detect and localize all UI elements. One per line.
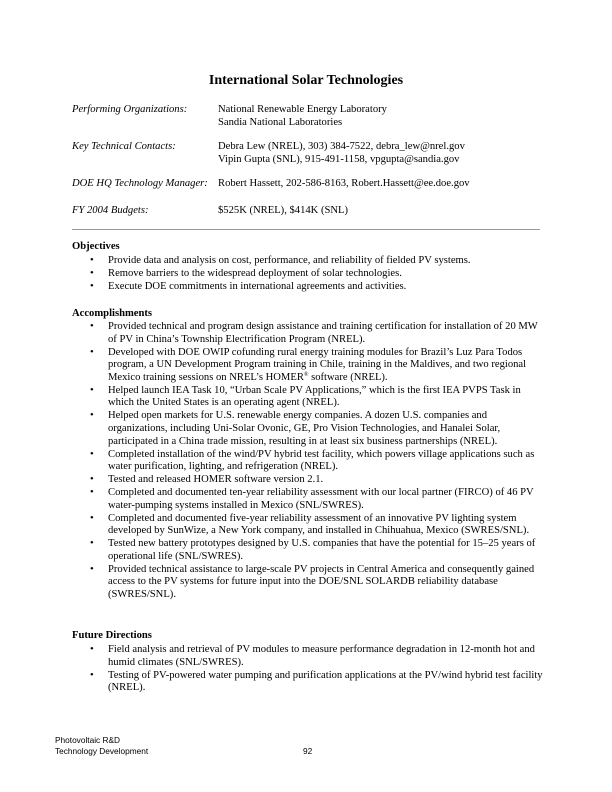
list-item [72, 487, 544, 512]
technology-manager: Robert Hassett, 202-586-8163, Robert.Hassett@ee.doe.gov [218, 178, 470, 189]
list-item-text: Completed and documented five-year reliability assessment of an innovative PV lighting system developed by SunWize, a New York company, and installed in Chihuahua, Mexico (SWRES/SNL). [108, 512, 530, 537]
bullet-icon: • [90, 448, 94, 460]
list-item-text: Remove barriers to the widespread deployment of solar technologies. [108, 267, 402, 279]
list-item [72, 255, 544, 268]
list-item [72, 410, 544, 448]
list-item [72, 513, 544, 538]
accomplishments-list [72, 321, 544, 602]
list-item-text: Provided technical and program design assistance and training certification for installation of 20 MW of PV in China’s Township Electrification Program (NREL). [108, 321, 538, 345]
list-item-text: Developed with DOE OWIP cofunding rural energy training modules for Brazil’s Luz Para Todos program, a UN Development Program training in Chile, training in the Maldives, and two regional Mexico training sessions on NREL’s HOMER [108, 346, 527, 383]
key-contacts-label: Key Technical Contacts: [72, 141, 176, 152]
list-item-text: Testing of PV-powered water pumping and purification applications at the PV/wind hybrid test facility (NREL). [108, 669, 543, 694]
bullet-icon: • [90, 321, 94, 332]
list-item [72, 449, 544, 474]
budgets: $525K (NREL), $414K (SNL) [218, 205, 349, 216]
bullet-icon: • [90, 346, 94, 358]
list-item-text: Provided technical assistance to large-scale PV projects in Central America and consequently gained access to the PV systems for future input into the DOE/SNL SOLARDB reliability database (SWRES/SNL). [108, 563, 535, 600]
bullet-icon: • [90, 644, 94, 655]
list-item-text: Helped launch IEA Task 10, “Urban Scale PV Applications,” which is the first IEA PVPS Task in which the United States is an operating agent (NREL). [108, 384, 521, 409]
bullet-icon: • [90, 410, 94, 422]
page-number: 92 [303, 746, 313, 756]
performing-organization: National Renewable Energy Laboratory [218, 104, 387, 115]
list-item-text-cont: software (NREL). [308, 371, 388, 383]
list-item [72, 281, 544, 294]
page-title: International Solar Technologies [208, 73, 404, 88]
bullet-icon: • [90, 267, 94, 279]
bullet-icon: • [90, 563, 94, 575]
list-item [72, 268, 544, 281]
list-item [72, 474, 544, 487]
registered-mark: ® [303, 371, 309, 378]
list-item-text: Provide data and analysis on cost, performance, and reliability of fielded PV systems. [108, 255, 471, 266]
contact: Vipin Gupta (SNL), 915-491-1158, vpgupta@sandia.gov [218, 153, 460, 165]
list-item-text: Completed installation of the wind/PV hybrid test facility, which powers village applications such as water purification, lighting, and refrigeration (NREL). [108, 448, 535, 473]
footer-section: Technology Development [55, 746, 149, 756]
list-item-text: Completed and documented ten-year reliability assessment with our local partner (FIRCO) of 46 PV water-pumping systems installed in Mexico (SNL/SWRES). [108, 487, 534, 511]
list-item [72, 347, 544, 385]
bullet-icon: • [90, 512, 94, 524]
future-directions-list [72, 644, 544, 695]
accomplishments-heading: Accomplishments [72, 308, 153, 319]
list-item [72, 385, 544, 410]
bullet-icon: • [90, 255, 94, 266]
bullet-icon: • [90, 669, 94, 681]
list-item [72, 321, 544, 346]
bullet-icon: • [90, 474, 94, 486]
bullet-icon: • [90, 280, 94, 292]
divider [72, 229, 540, 230]
list-item [72, 644, 544, 669]
bullet-icon: • [90, 384, 94, 396]
bullet-icon: • [90, 538, 94, 550]
performing-organizations-label: Performing Organizations: [72, 104, 188, 115]
list-item-text: Tested new battery prototypes designed by U.S. companies that have the potential for 15–25 years of operational life (SNL/SWRES). [108, 538, 536, 562]
performing-organization: Sandia National Laboratories [218, 116, 343, 128]
bullet-icon: • [90, 487, 94, 499]
footer-program: Photovoltaic R&D [55, 735, 121, 745]
future-directions-heading: Future Directions [72, 630, 152, 641]
list-item-text: Helped open markets for U.S. renewable energy companies. A dozen U.S. companies and organizations, including Uni-Solar Ovonic, GE, Pro Vision Technologies, and Hanalei Solar, participated in a China trade mission, resulting in at least six business partnerships (NREL). [108, 410, 501, 447]
list-item-text: Tested and released HOMER software version 2.1. [108, 474, 324, 486]
list-item [72, 538, 544, 563]
budgets-label: FY 2004 Budgets: [72, 205, 149, 216]
objectives-heading: Objectives [72, 241, 120, 252]
list-item-text: Field analysis and retrieval of PV modules to measure performance degradation in 12-month hot and humid climates (SNL/SWRES). [108, 644, 535, 668]
list-item [72, 670, 544, 695]
list-item-text: Execute DOE commitments in international agreements and activities. [108, 280, 407, 292]
technology-manager-label: DOE HQ Technology Manager: [72, 178, 208, 189]
objectives-list [72, 255, 544, 294]
contact: Debra Lew (NREL), 303) 384-7522, debra_lew@nrel.gov [218, 141, 465, 152]
list-item [72, 564, 544, 602]
